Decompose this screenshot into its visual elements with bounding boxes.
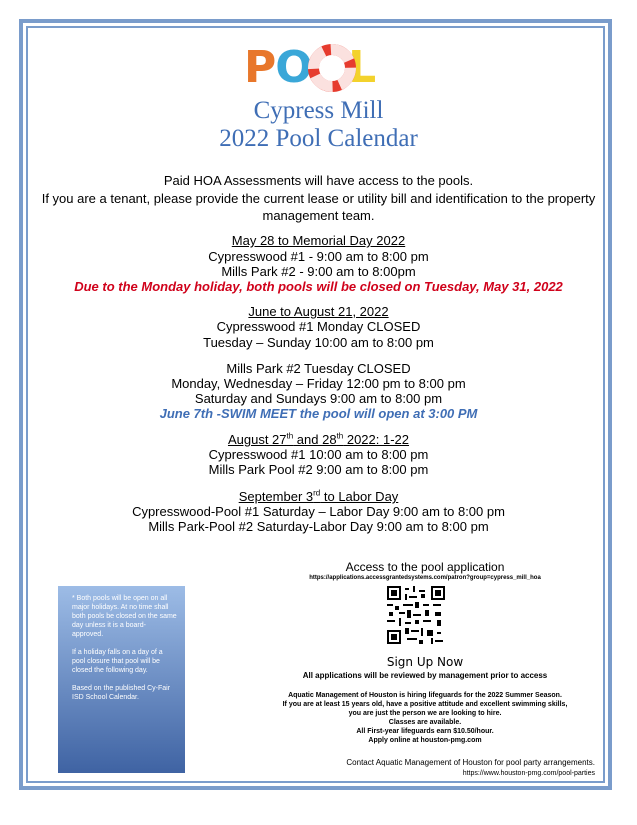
section4-line1: Cypresswood-Pool #1 Saturday – Labor Day 9:00 am to 8:00 pm <box>132 504 505 519</box>
holiday-note-p2: If a holiday falls on a day of a pool closure that pool will be closed the following day. <box>72 649 163 674</box>
application-review-note: All applications will be reviewed by management prior to access <box>302 671 548 680</box>
hiring-line5: All First-year lifeguards earn $10.50/hour. <box>356 728 494 735</box>
hiring-line3: you are just the person we are looking to hire. <box>348 710 502 717</box>
page-title-line1: Cypress Mill <box>253 97 384 124</box>
contact-line: Contact Aquatic Management of Houston for pool party arrangements. <box>346 758 595 767</box>
section3-heading: August 27th and 28th 2022: 1-22 <box>227 431 410 447</box>
qr-code-icon[interactable] <box>387 586 445 644</box>
hiring-line1: Aquatic Management of Houston is hiring lifeguards for the 2022 Summer Season. <box>288 692 562 699</box>
section4-heading: September 3rd to Labor Day <box>238 488 399 504</box>
intro-line2: If you are a tenant, please provide the current lease or utility bill and identification to the property <box>41 191 596 206</box>
section4-line2: Mills Park-Pool #2 Saturday-Labor Day 9:00 am to 8:00 pm <box>148 519 489 534</box>
contact-url[interactable]: https://www.houston-pmg.com/pool-parties <box>462 770 595 777</box>
application-url[interactable]: https://applications.accessgrantedsystems.com/patron?group=cypress_mill_hoa <box>309 575 541 581</box>
section1-notice: Due to the Monday holiday, both pools will be closed on Tuesday, May 31, 2022 <box>74 279 563 294</box>
holiday-note-p3: Based on the published Cy-Fair ISD School Calendar. <box>72 685 171 701</box>
section2-notice: June 7th -SWIM MEET the pool will open at 3:00 PM <box>159 406 478 421</box>
section2-line5: Saturday and Sundays 9:00 am to 8:00 pm <box>194 391 443 406</box>
section3-line2: Mills Park Pool #2 9:00 am to 8:00 pm <box>208 462 429 477</box>
section2-line1: Cypresswood #1 Monday CLOSED <box>216 319 421 334</box>
hiring-line2: If you are at least 15 years old, have a positive attitude and excellent swimming skills, <box>282 701 568 708</box>
hiring-line4: Classes are available. <box>388 719 462 726</box>
pool-logo <box>244 42 388 94</box>
holiday-note-box <box>58 586 185 773</box>
section2-line3: Mills Park #2 Tuesday CLOSED <box>226 361 411 376</box>
sign-up-link[interactable]: Sign Up Now <box>386 655 464 669</box>
holiday-note-p1: * Both pools will be open on all major holidays. At no time shall both pools be closed on the same day unless it is a board-approved. <box>72 595 177 638</box>
life-ring-stripes <box>308 44 356 92</box>
application-title: Access to the pool application <box>345 560 505 574</box>
section2-line4: Monday, Wednesday – Friday 12:00 pm to 8:00 pm <box>171 376 466 391</box>
pool-logo-word: PO L <box>244 42 376 93</box>
hiring-line6: Apply online at houston-pmg.com <box>368 737 482 744</box>
intro-line3: management team. <box>262 208 375 223</box>
page-title-line2: 2022 Pool Calendar <box>219 125 418 152</box>
section1-line1: Cypresswood #1 - 9:00 am to 8:00 pm <box>208 249 429 264</box>
section1-heading: May 28 to Memorial Day 2022 <box>231 233 406 248</box>
section1-line2: Mills Park #2 - 9:00 am to 8:00pm <box>221 264 416 279</box>
section2-line2: Tuesday – Sunday 10:00 am to 8:00 pm <box>203 335 434 350</box>
section2-heading: June to August 21, 2022 <box>248 304 389 319</box>
intro-line1: Paid HOA Assessments will have access to the pools. <box>163 173 474 188</box>
section3-line1: Cypresswood #1 10:00 am to 8:00 pm <box>208 447 429 462</box>
